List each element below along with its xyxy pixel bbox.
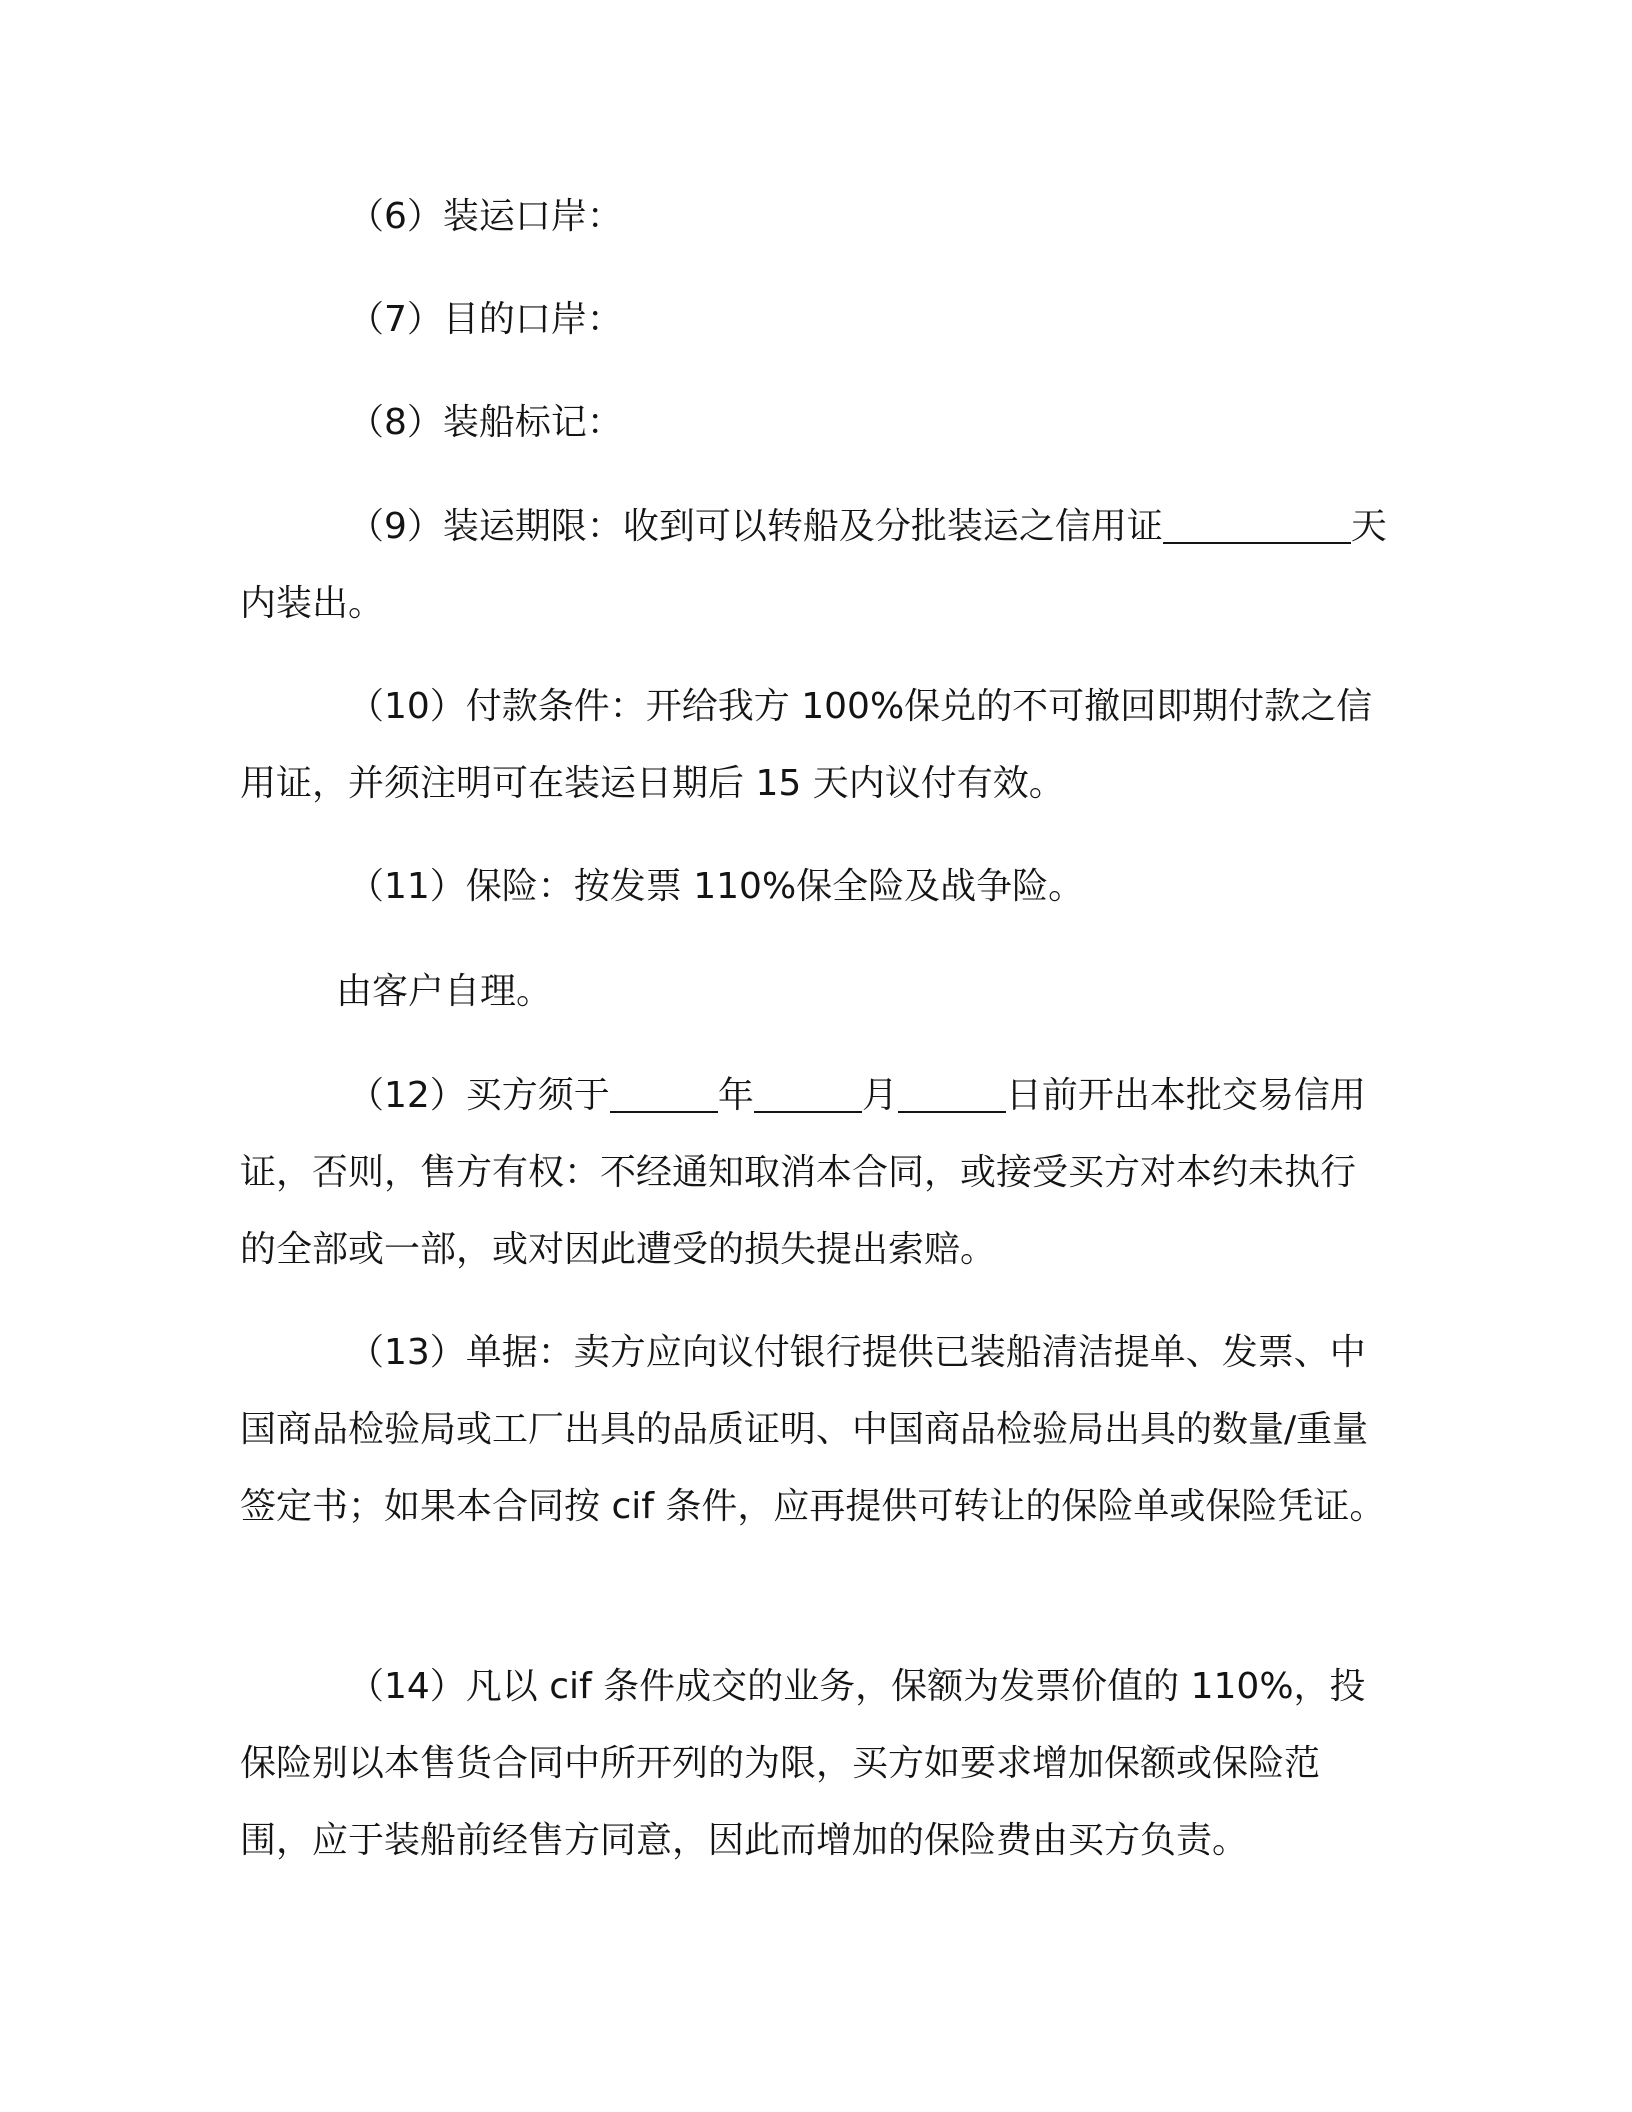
clause-12-text: （12）买方须于 [348, 1075, 610, 1116]
clause-11-insurance: （11）保险：按发票 110%保全险及战争险。 [348, 866, 1085, 907]
clause-9-text: （9）装运期限：收到可以转船及分批装运之信用证 [348, 506, 1163, 547]
clause-13-documents: （13）单据：卖方应向议付银行提供已装船清洁提单、发票、中国商品检验局或工厂出具的品质证明、中国商品检验局出具的数量/重量签定书；如果本合同按 cif 条件，应再提供可转让的保险单或保险凭证。 [240, 1332, 1386, 1527]
clause-12-letter-of-credit [240, 1057, 1390, 1288]
day-blank [898, 1081, 1006, 1113]
year-blank [610, 1081, 718, 1113]
year-label: 年 [717, 1075, 754, 1116]
clause-9-text-end: 天内装出。 [240, 506, 1387, 624]
days-blank [1163, 512, 1351, 544]
clause-9-shipment-period [240, 488, 1390, 642]
clause-7-destination-port: （7）目的口岸： [348, 299, 623, 340]
month-label: 月 [861, 1075, 898, 1116]
clause-10-payment-terms: （10）付款条件：开给我方 100%保兑的不可撤回即期付款之信用证，并须注明可在装运日期后 15 天内议付有效。 [240, 686, 1373, 804]
clause-8-shipping-marks: （8）装船标记： [348, 402, 623, 443]
clause-12-text-end: 日前开出本批交易信用证，否则，售方有权：不经通知取消本合同，或接受买方对本约未执行的全部或一部，或对因此遭受的损失提出索赔。 [240, 1075, 1366, 1270]
clause-11-note: 由客户自理。 [336, 971, 553, 1012]
clause-14-cif-insurance: （14）凡以 cif 条件成交的业务，保额为发票价值的 110%，投保险别以本售货合同中所开列的为限，买方如要求增加保额或保险范围，应于装船前经售方同意，因此而增加的保险费由买方负责。 [240, 1666, 1366, 1861]
clause-6-loading-port: （6）装运口岸： [348, 196, 623, 237]
month-blank [754, 1081, 862, 1113]
